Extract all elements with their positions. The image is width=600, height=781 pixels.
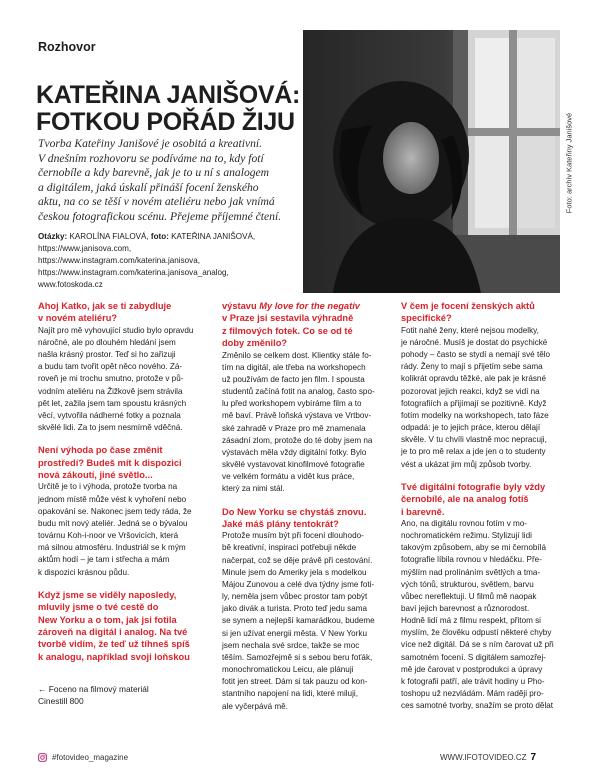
body-line: vodním ateliéru na Žižkově jsem strávila	[38, 386, 183, 396]
body-line: má silnou atmosféru. Industriál se k mým	[38, 543, 186, 553]
website-link[interactable]: WWW.IFOTOVIDEO.CZ	[440, 753, 527, 762]
body-line: vést a ukázat jim můj způsob tvorby.	[401, 459, 532, 469]
credit-link[interactable]: https://www.instagram.com/katerina.janisova,	[38, 256, 200, 265]
question-line: V čem je focení ženských aktů	[401, 301, 535, 311]
body-line: Májou Zunovou a celé dva týdny jsme foti-	[222, 579, 375, 589]
footer-site	[440, 752, 536, 763]
credit-link[interactable]: https://www.janisova.com,	[38, 244, 132, 253]
body-line: zásadní zlom, protože do té doby jsem na	[222, 435, 373, 445]
body-line: nochromatickém režimu. Stylizují lidi	[401, 531, 532, 541]
body-line: mě baví. Právě loňská výstava ve Vrtbov-	[222, 411, 372, 421]
question-line	[222, 300, 382, 312]
title-line: FOTKOU POŘÁD ŽIJU	[36, 108, 295, 136]
body-line: věcí, vytvořila nádherné fotky a poznala	[38, 410, 181, 420]
body-line: se synem a nejlepší kamarádkou, budeme	[222, 616, 375, 626]
image-caption-line: ← Foceno na filmový materiál	[38, 684, 149, 695]
question-line: v novém ateliéru?	[38, 313, 118, 324]
body-line: ve velkém formátu a vidět kus práce,	[222, 472, 355, 482]
body-line: ces samotné tvorby, snažím se proto dělat	[401, 701, 554, 711]
paragraph-gap	[222, 496, 382, 506]
body-line: myslím, že člověku odpustí některé chyby	[401, 628, 552, 638]
question-line: černobílé, ale na analog fotíš	[401, 494, 529, 505]
body-line: je náročné. Musíš je dostat do psychické	[401, 337, 548, 347]
body-line: aktům hodí – je tam i střecha a mám	[38, 555, 170, 565]
body-line: vůbec nereflektuji. U filmů mě naopak	[401, 591, 537, 601]
body-line: roveň je mi trochu smutno, protože v pů-	[38, 374, 184, 384]
credits	[38, 231, 288, 291]
body-line: více než digitál. Dá se s ním čarovat už při	[401, 640, 554, 650]
body-line: mě jde čarovat v postprodukci a úpravy	[401, 664, 543, 674]
body-line: samotném focení. S digitálem samozřej-	[401, 652, 546, 662]
intro-line: a digitálem, jaká úskalí přináší focení ženského	[38, 180, 259, 194]
body-line: toshopu už nezvládám. Mám raději pro-	[401, 689, 544, 699]
body-line: skvělé lidi. Za to jsem nesmírně vděčná.	[38, 423, 183, 433]
body-line: Minule jsem do Ameriky jela s modelkou	[222, 567, 367, 577]
intro-line: Tvorba Kateřiny Janišové je osobitá a kreativní.	[38, 137, 263, 150]
instagram-icon	[38, 753, 47, 762]
question-line: Ahoj Katko, jak se ti zabydluje	[38, 301, 172, 311]
page-number: 7	[530, 752, 537, 763]
body-line: náročné, ale po dlouhém hledání jsem	[38, 337, 176, 347]
photo-author: KATEŘINA JANIŠOVÁ,	[171, 232, 256, 241]
intro-line: českou fotografickou scénu. Přejeme příjemné čtení.	[38, 209, 282, 223]
credit-link[interactable]: https://www.instagram.com/katerina.janisova_analog,	[38, 268, 229, 277]
question-line: zároveň na digitál i analog. Na tvé	[38, 626, 188, 637]
body-line: odpadá: je to jejich práce, kterou dělají	[401, 423, 541, 433]
paragraph-gap	[38, 579, 198, 589]
column-3	[401, 300, 571, 712]
body-line: Určitě je to i výhoda, protože tvorba na	[38, 482, 178, 492]
question-line: prostředí? Budeš mít k dispozici	[38, 457, 182, 468]
body-line: fotím modelky na workshopech, tato fáze	[401, 410, 549, 420]
photo-caption-text: Foto: archiv Kateřiny Janišové	[564, 112, 573, 214]
body-line: Protože musím být při focení dlouhodo-	[222, 531, 364, 541]
question-line: Do New Yorku se chystáš znovu.	[222, 506, 367, 517]
body-line: k dispozici krásnou půdu.	[38, 567, 130, 577]
portrait-photo	[303, 30, 560, 293]
body-line: takovým způsobem, aby se mi černobílá	[401, 543, 546, 553]
body-line: fotit jen street. Dám si tak pauzu od kon-	[222, 677, 368, 687]
body-line: ly, neměla jsem vůbec prostor tam pobýt	[222, 592, 368, 602]
question-line: mluvily jsme o tvé cestě do	[38, 602, 159, 613]
body-line: který za nimi stál.	[222, 484, 285, 494]
body-line: fotografie líbila rovnou v hledáčku. Pře-	[401, 555, 542, 565]
body-line: skvěle. V tu chvíli vlastně moc nepracuji,	[401, 435, 547, 445]
body-line: jednom místě může vést k vyhoření nebo	[38, 494, 187, 504]
body-line: je to pro mě relax a jde jen o to studenty	[401, 447, 546, 457]
body-line: lu před workshopem vybíráme film a to	[222, 399, 362, 409]
body-line: a budu tam tvořit opět něco nového. Zá-	[38, 362, 183, 372]
instagram-handle: #fotovideo_magazine	[52, 753, 129, 762]
body-line: Změnilo se celkem dost. Klientky stále fo-	[222, 350, 372, 360]
column-2	[222, 300, 382, 713]
paragraph-gap	[38, 663, 198, 673]
article-title	[36, 81, 301, 136]
question-line: k analogu, například svoji loňskou	[38, 651, 190, 662]
body-line: pohody – často se stydí a nemají své tělo	[401, 350, 551, 360]
body-line: monochromatickou Leicu, ale plánuji	[222, 665, 354, 675]
body-line: výstavách měla vždy digitální fotky. Bylo	[222, 447, 367, 457]
body-line: Ano, na digitálu rovnou fotím v mo-	[401, 518, 528, 528]
body-line: Hodně lidí má z filmu respekt, přitom si	[401, 616, 541, 626]
article-intro	[38, 137, 288, 225]
body-line: těším. Samozřejmě si s sebou beru foťák,	[222, 652, 373, 662]
question-line: New Yorku a o tom, jak jsi fotila	[38, 614, 177, 625]
body-line: skvělé vystavovat kinofilmové fotografie	[222, 460, 365, 470]
body-line: Najít pro mě vyhovující studio bylo opravdu	[38, 325, 194, 335]
body-line: si jen užívat energii města. V New Yorku	[222, 628, 367, 638]
credit-link[interactable]: www.fotoskoda.cz	[38, 280, 103, 289]
body-line: ale vyčerpává mě.	[222, 701, 288, 711]
column-1	[38, 300, 198, 707]
body-line: tím na digitál, ale třeba na workshopech	[222, 362, 366, 372]
body-line: mýšlím nad prolínáním světlých a tma-	[401, 567, 541, 577]
section-label: Rozhovor	[38, 40, 96, 54]
intro-line: aktu, na co se těší v novém ateliéru nebo jak vnímá	[38, 195, 275, 209]
questions-label: Otázky:	[38, 232, 68, 241]
body-line: načerpat, což se děje právě při cestování.	[222, 555, 373, 565]
question-line: Když jsme se viděly naposledy,	[38, 589, 177, 600]
body-line: baví jejich barevnost a různorodost.	[401, 604, 530, 613]
body-line: jako divák a turista. Proto teď jedu sama	[222, 604, 367, 614]
body-line: pět let, zažila jsem tam spoustu krásných	[38, 398, 187, 408]
body-line: kolikrát opravdu těžké, ale pak je krásné	[401, 374, 546, 384]
question-line: tvorbě vidím, že teď už tíhneš spíš	[38, 639, 190, 650]
question-line: Jaké máš plány tentokrát?	[222, 518, 339, 529]
footer-instagram[interactable]	[38, 753, 128, 762]
paragraph-gap	[38, 673, 198, 683]
image-caption-line: Cinestill 800	[38, 696, 84, 707]
body-line: továrnu Koh-i-noor ve Vršovicích, která	[38, 531, 179, 541]
questions-author: KAROLÍNA FIALOVÁ,	[69, 232, 149, 241]
body-line: stantního napojení na lidi, které miluji,	[222, 689, 358, 699]
photo-caption	[563, 33, 574, 293]
title-line: KATEŘINA JANIŠOVÁ:	[36, 81, 301, 109]
paragraph-gap	[38, 434, 198, 444]
body-line: budu mít nový ateliér. Jedná se o bývalou	[38, 518, 188, 528]
question-line: v Praze jsi sestavila výhradně	[222, 313, 354, 324]
body-line: vých tónů, strukturou, světlem, barvu	[401, 579, 534, 589]
body-line: opakování se. Nakonec jsem tedy ráda, že	[38, 506, 192, 516]
question-line: doby změnilo?	[222, 338, 288, 349]
photo-label: foto:	[150, 232, 169, 241]
body-line: našla krásný prostor. Teď si ho zařizuji	[38, 350, 176, 360]
paragraph-gap	[401, 471, 571, 481]
body-line: fotografiích a přijímají se pozitivně. Když	[401, 398, 547, 408]
question-line: specifické?	[401, 313, 452, 324]
question-line: Tvé digitální fotografie byly vždy	[401, 481, 546, 492]
body-line: studentů začíná fotit na analog, často spo-	[222, 387, 375, 397]
question-line: z filmových fotek. Co se od té	[222, 325, 353, 336]
question-text: výstavu	[222, 301, 260, 311]
intro-line: V dnešním rozhovoru se podíváme na to, kdy fotí	[38, 151, 264, 165]
body-line: už používám de facto jen film. I spousta	[222, 374, 365, 384]
exhibition-title: My love for the negativ	[259, 301, 360, 311]
body-line: rády. Ženy to mají s přijetím sebe sama	[401, 362, 543, 372]
question-line: Není výhoda po čase změnit	[38, 445, 163, 456]
question-line: i barevně.	[401, 506, 445, 517]
question-line: nová zákoutí, jiné světlo...	[38, 470, 153, 481]
intro-line: černobíle a kdy barevně, jak je to u ní s analogem	[38, 166, 270, 180]
body-line: Fotit nahé ženy, které nejsou modelky,	[401, 325, 539, 335]
body-line: bě kreativní, inspiraci potřebuji někde	[222, 543, 357, 553]
body-line: pozorovat jejich reakci, když se vidí na	[401, 386, 540, 396]
body-line: ské zahradě v Praze pro mě znamenala	[222, 423, 366, 433]
body-line: k fotografii patří, ale trávit hodiny u Pho-	[401, 676, 545, 686]
body-line: jsem nechala své srdce, takže se moc	[222, 640, 360, 650]
